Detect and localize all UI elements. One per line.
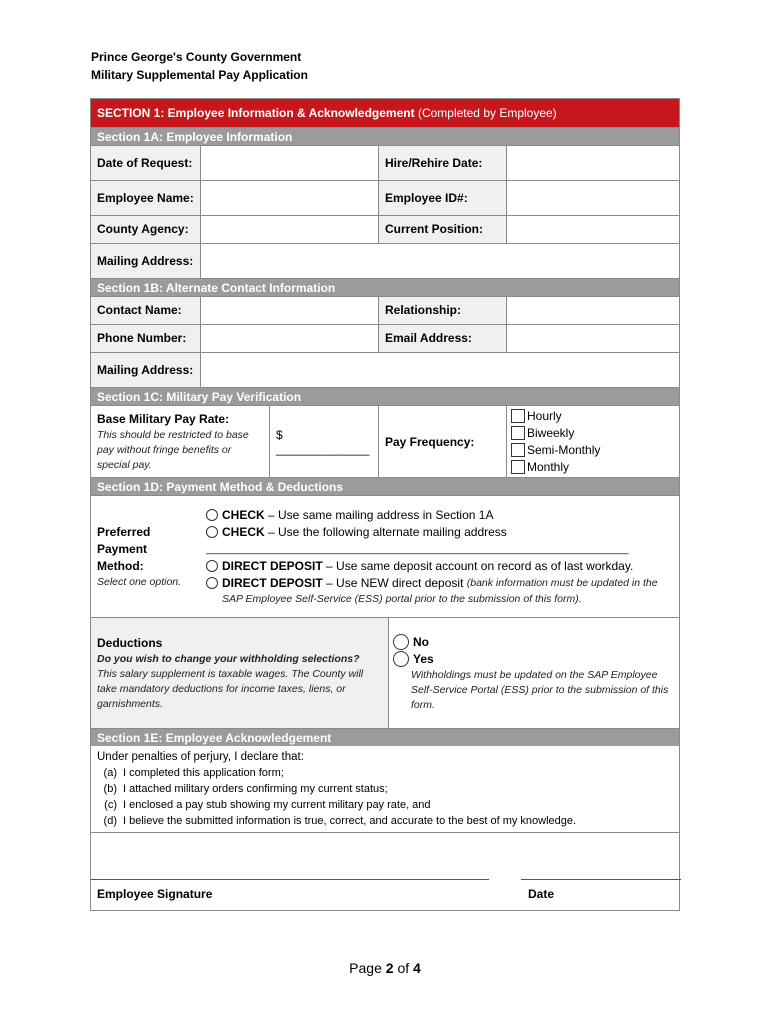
base-pay-rate-label: Base Military Pay Rate: [97,411,230,426]
page-footer [0,960,770,976]
radio-icon[interactable] [206,560,218,572]
radio-icon[interactable] [393,651,409,667]
row-phone-email [91,324,679,352]
freq-semi-monthly[interactable]: Semi-Monthly [511,442,600,459]
current-position-label: Current Position: [378,216,506,243]
email-address-field[interactable] [506,325,679,352]
phone-number-label: Phone Number: [91,325,200,352]
email-address-label: Email Address: [378,325,506,352]
checkbox-icon[interactable] [511,443,525,457]
date-line[interactable] [521,879,681,880]
org-name: Prince George's County Government [91,50,302,64]
phone-number-field[interactable] [200,325,378,352]
deductions-label-cell [91,618,388,728]
deductions-options [388,618,679,728]
radio-icon[interactable] [206,509,218,521]
acknowledgement-text [91,746,679,832]
row-agency-position [91,215,679,243]
base-pay-rate-note: This should be restricted to base pay without fringe benefits or special pay. [97,428,249,471]
employee-id-field[interactable] [506,181,679,215]
county-agency-field[interactable] [200,216,378,243]
page-word: Page [349,960,382,976]
radio-icon[interactable] [206,526,218,538]
pay-frequency-label: Pay Frequency: [378,406,506,477]
page-number: 2 [385,960,394,976]
checkbox-icon[interactable] [511,460,525,474]
row-payment-method [91,495,679,617]
ack-item: (c) I enclosed a pay stub showing my current military pay rate, and [104,799,431,811]
current-position-field[interactable] [506,216,679,243]
signature-line[interactable] [91,879,489,880]
freq-biweekly[interactable]: Biweekly [511,425,574,442]
alt-mailing-address-label: Mailing Address: [91,353,200,387]
row-mailing [91,243,679,278]
form-title: Military Supplemental Pay Application [91,68,308,82]
option-check-same-address[interactable]: CHECK – Use same mailing address in Section 1A [206,507,493,524]
payment-method-options [200,496,679,617]
section-1c-header: Section 1C: Military Pay Verification [91,387,679,405]
hire-date-label: Hire/Rehire Date: [378,146,506,180]
signature-area [91,832,679,910]
deductions-label: Deductions [97,635,163,650]
section-1e-header: Section 1E: Employee Acknowledgement [91,728,679,746]
row-name-id [91,180,679,215]
option-check-alt-address[interactable]: CHECK – Use the following alternate mailing address [206,524,507,541]
county-agency-label: County Agency: [91,216,200,243]
page-total: 4 [413,960,421,976]
row-pay-verification [91,405,679,477]
document-header [91,48,308,84]
row-deductions [91,617,679,728]
base-pay-rate-cell [91,406,269,477]
employee-name-field[interactable] [200,181,378,215]
acknowledgement-list [97,765,673,829]
deductions-note: This salary supplement is taxable wages. The County will take mandatory deductions for income taxes, liens, or garnishments. [97,667,364,710]
direct-deposit-new-note: SAP Employee Self-Service (ESS) portal prior to the submission of this form). [222,592,582,605]
employee-signature-label: Employee Signature [97,887,213,901]
checkbox-icon[interactable] [511,426,525,440]
deductions-no[interactable]: No [393,634,429,651]
section-1a-header: Section 1A: Employee Information [91,127,679,145]
mailing-address-label: Mailing Address: [91,244,200,278]
deductions-question: Do you wish to change your withholding selections? [97,652,360,665]
section-1b-header: Section 1B: Alternate Contact Information [91,278,679,296]
row-alt-mailing [91,352,679,387]
relationship-field[interactable] [506,297,679,324]
ack-item: (d) I believe the submitted information is true, correct, and accurate to the best of my knowledge. [103,815,577,827]
date-of-request-label: Date of Request: [91,146,200,180]
payment-method-label-cell [91,496,200,617]
pay-frequency-options [506,406,679,477]
mailing-address-field[interactable] [200,244,679,278]
employee-id-label: Employee ID#: [378,181,506,215]
application-form [90,98,680,911]
deductions-yes[interactable]: Yes [393,651,434,668]
acknowledgement-intro: Under penalties of perjury, I declare that: [97,751,304,763]
section-1-title: SECTION 1: Employee Information & Acknowledgement (Completed by Employee) [91,99,679,127]
hire-date-field[interactable] [506,146,679,180]
deductions-yes-note: Withholdings must be updated on the SAP Employee Self-Service Portal (ESS) prior to the submission of this form. [411,668,669,711]
date-of-request-field[interactable] [200,146,378,180]
payment-method-label: Preferred Payment Method: [97,524,151,573]
freq-monthly[interactable]: Monthly [511,459,569,476]
option-direct-deposit-new[interactable]: DIRECT DEPOSIT – Use NEW direct deposit (bank information must be updated in the [206,575,658,592]
alt-address-line[interactable]: ____________________________________________________________________________ [206,543,629,555]
payment-method-note: Select one option. [97,575,182,588]
of-word: of [397,960,410,976]
checkbox-icon[interactable] [511,409,525,423]
base-pay-rate-field[interactable]: $ ______________ [269,406,378,477]
contact-name-label: Contact Name: [91,297,200,324]
alt-mailing-address-field[interactable] [200,353,679,387]
row-date-hire [91,145,679,180]
section-1d-header: Section 1D: Payment Method & Deductions [91,477,679,495]
ack-item: (a) I completed this application form; [103,767,284,779]
freq-hourly[interactable]: Hourly [511,408,562,425]
radio-icon[interactable] [206,577,218,589]
ack-item: (b) I attached military orders confirming my current status; [103,783,388,795]
option-direct-deposit-same[interactable]: DIRECT DEPOSIT – Use same deposit account on record as of last workday. [206,558,633,575]
radio-icon[interactable] [393,634,409,650]
signature-date-label: Date [528,887,555,901]
employee-name-label: Employee Name: [91,181,200,215]
relationship-label: Relationship: [378,297,506,324]
row-contact-relationship [91,296,679,324]
contact-name-field[interactable] [200,297,378,324]
